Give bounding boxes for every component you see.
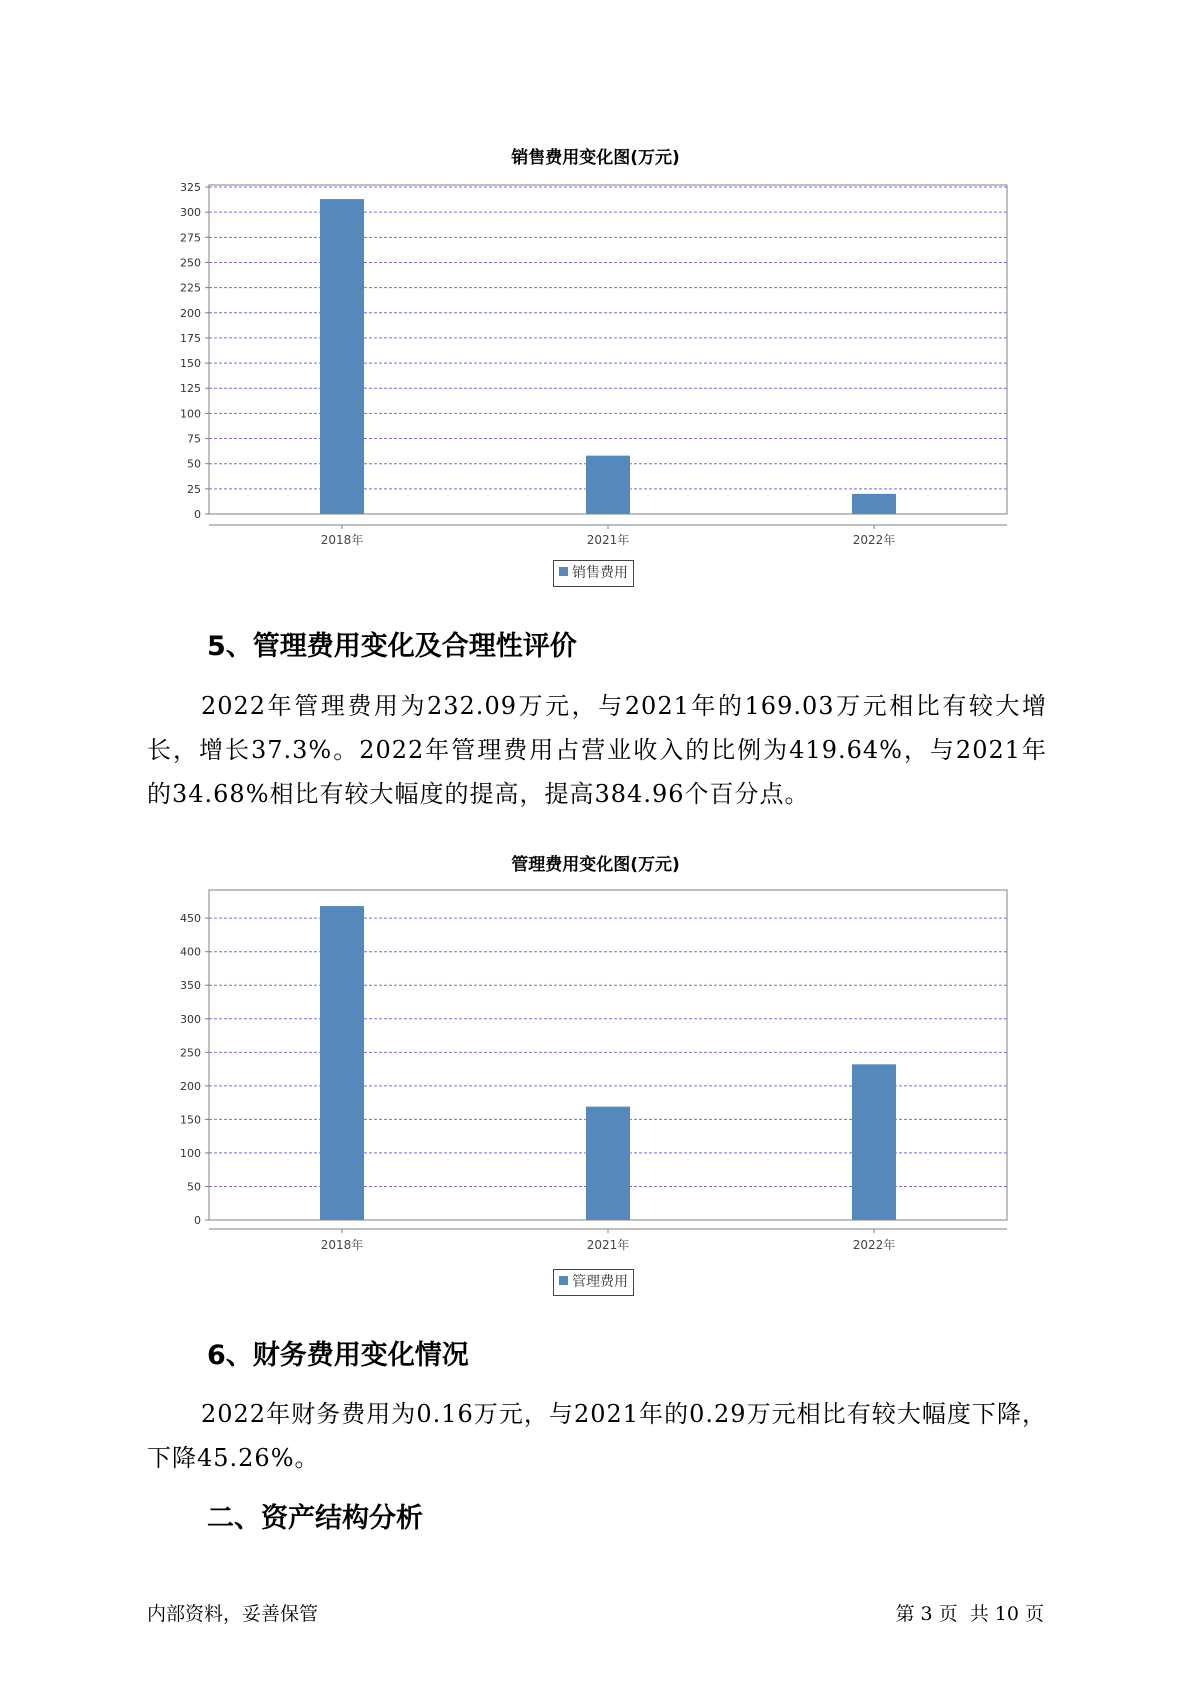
y-tick-label: 50 [187, 457, 201, 471]
admin-expense-legend [553, 1269, 634, 1296]
y-tick-label: 200 [180, 306, 201, 320]
y-tick-label: 150 [180, 1113, 201, 1127]
bar [586, 1107, 630, 1220]
bar [320, 906, 364, 1220]
y-tick-label: 0 [194, 1214, 201, 1227]
y-tick-label: 125 [180, 382, 201, 396]
legend-label: 销售费用 [572, 565, 628, 581]
y-tick-label: 450 [180, 912, 201, 926]
section-5-heading: 5、管理费用变化及合理性评价 [207, 631, 577, 662]
y-tick-label: 150 [180, 357, 201, 371]
x-tick-label: 2018年 [320, 533, 364, 547]
bar [852, 1064, 896, 1220]
section-6-heading: 6、财务费用变化情况 [207, 1340, 469, 1371]
y-tick-label: 325 [180, 181, 201, 195]
legend-swatch [559, 1276, 568, 1285]
y-tick-label: 75 [187, 432, 201, 446]
x-tick-label: 2022年 [852, 533, 896, 547]
y-tick-label: 250 [180, 1046, 201, 1060]
y-tick-label: 275 [180, 231, 201, 245]
section-6-paragraph: 2022年财务费用为0.16万元，与2021年的0.29万元相比有较大幅度下降，下降45.26%。 [147, 1400, 1047, 1472]
y-tick-label: 0 [194, 508, 201, 521]
x-tick-label: 2022年 [852, 1238, 896, 1252]
x-tick-label: 2018年 [320, 1238, 364, 1252]
x-tick-label: 2021年 [586, 1238, 630, 1252]
y-tick-label: 300 [180, 1012, 201, 1026]
y-tick-label: 225 [180, 281, 201, 295]
legend-label: 管理费用 [572, 1274, 628, 1290]
y-tick-label: 25 [187, 482, 201, 496]
y-tick-label: 100 [180, 407, 201, 421]
section-ii-heading: 二、资产结构分析 [207, 1503, 423, 1534]
footer-confidential-note: 内部资料，妥善保管 [147, 1603, 319, 1625]
footer-page-number: 第 3 页 共 10 页 [895, 1603, 1044, 1625]
y-tick-label: 100 [180, 1146, 201, 1160]
y-tick-label: 300 [180, 206, 201, 220]
x-tick-label: 2021年 [586, 533, 630, 547]
y-tick-label: 250 [180, 256, 201, 270]
sales-expense-chart-title: 销售费用变化图(万元) [511, 148, 680, 168]
y-tick-label: 350 [180, 979, 201, 993]
y-tick-label: 50 [187, 1180, 201, 1194]
y-tick-label: 175 [180, 331, 201, 345]
section-5-paragraph: 2022年管理费用为232.09万元，与2021年的169.03万元相比有较大增长，增长37.3%。2022年管理费用占营业收入的比例为419.64%，与2021年的34.68%相比有较大幅度的提高，提高384.96个百分点。 [147, 692, 1047, 808]
y-tick-label: 200 [180, 1079, 201, 1093]
y-tick-label: 400 [180, 945, 201, 959]
admin-expense-chart-title: 管理费用变化图(万元) [511, 855, 680, 875]
